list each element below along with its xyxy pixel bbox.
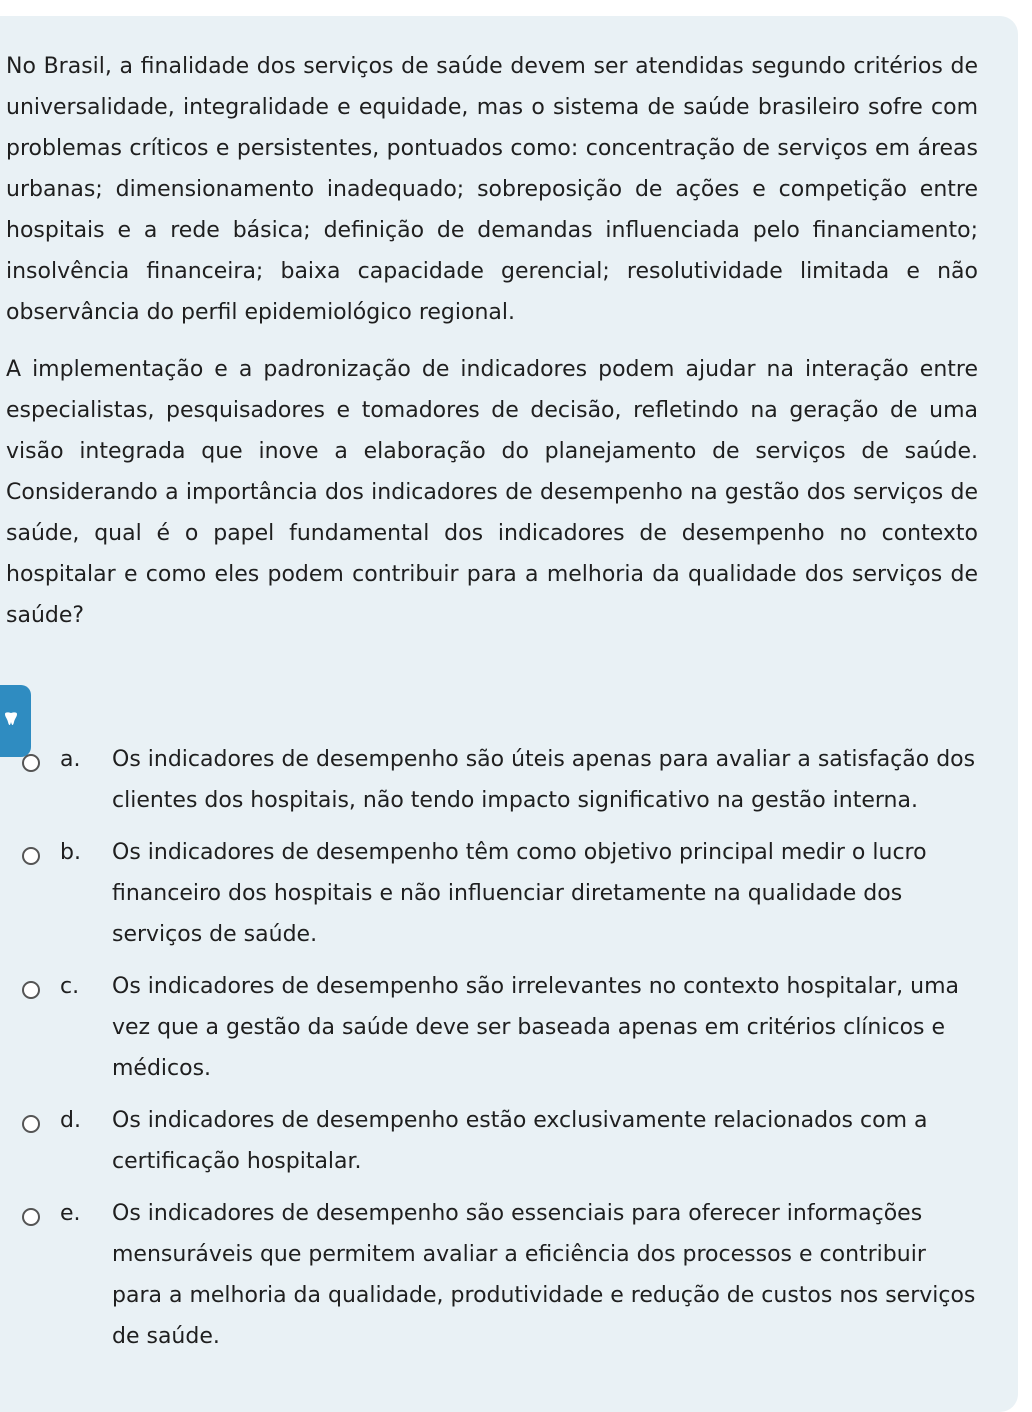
question-text	[6, 46, 978, 636]
question-card	[0, 16, 1018, 1412]
option-letter: b.	[60, 840, 81, 865]
radio-option-c[interactable]	[22, 981, 40, 999]
answer-options	[0, 739, 1018, 1368]
option-c[interactable]	[0, 966, 1018, 1089]
option-letter: d.	[60, 1108, 81, 1133]
option-text: Os indicadores de desempenho são úteis apenas para avaliar a satisfação dos clientes dos hospitais, não tendo impacto significativo na gestão interna.	[112, 747, 976, 813]
option-text: Os indicadores de desempenho são essenciais para oferecer informações mensuráveis que permitem avaliar a eficiência dos processos e contribuir para a melhoria da qualidade, produtividade e redução de custos nos serviços de saúde.	[112, 1201, 976, 1349]
option-a[interactable]	[0, 739, 1018, 821]
option-text: Os indicadores de desempenho estão exclusivamente relacionados com a certificação hospitalar.	[112, 1108, 928, 1174]
option-letter: e.	[60, 1201, 81, 1226]
question-paragraph-1: No Brasil, a finalidade dos serviços de saúde devem ser atendidas segundo critérios de universalidade, integralidade e equidade, mas o sistema de saúde brasileiro sofre com problemas críticos e persistentes, pontuados como: concentração de serviços em áreas urbanas; dimensionamento inadequado; sobreposição de ações e competição entre hospitais e a rede básica; definição de demandas influenciada pelo financiamento; insolvência financeira; baixa capacidade gerencial; resolutividade limitada e não observância do perfil epidemiológico regional.	[6, 54, 978, 325]
option-text: Os indicadores de desempenho são irrelevantes no contexto hospitalar, uma vez que a gestão da saúde deve ser baseada apenas em critérios clínicos e médicos.	[112, 974, 959, 1081]
tooth-icon	[2, 711, 20, 729]
option-d[interactable]	[0, 1100, 1018, 1182]
option-e[interactable]	[0, 1193, 1018, 1357]
option-b[interactable]	[0, 832, 1018, 955]
option-letter: c.	[60, 974, 80, 999]
option-letter: a.	[60, 747, 81, 772]
option-text: Os indicadores de desempenho têm como objetivo principal medir o lucro financeiro dos hospitais e não influenciar diretamente na qualidade dos serviços de saúde.	[112, 840, 927, 947]
radio-option-a[interactable]	[22, 754, 40, 772]
radio-option-e[interactable]	[22, 1208, 40, 1226]
radio-option-b[interactable]	[22, 847, 40, 865]
question-paragraph-2: A implementação e a padronização de indicadores podem ajudar na interação entre especialistas, pesquisadores e tomadores de decisão, refletindo na geração de uma visão integrada que inove a elaboração do planejamento de serviços de saúde. Considerando a importância dos indicadores de desempenho na gestão dos serviços de saúde, qual é o papel fundamental dos indicadores de desempenho no contexto hospitalar e como eles podem contribuir para a melhoria da qualidade dos serviços de saúde?	[6, 357, 978, 628]
radio-option-d[interactable]	[22, 1115, 40, 1133]
